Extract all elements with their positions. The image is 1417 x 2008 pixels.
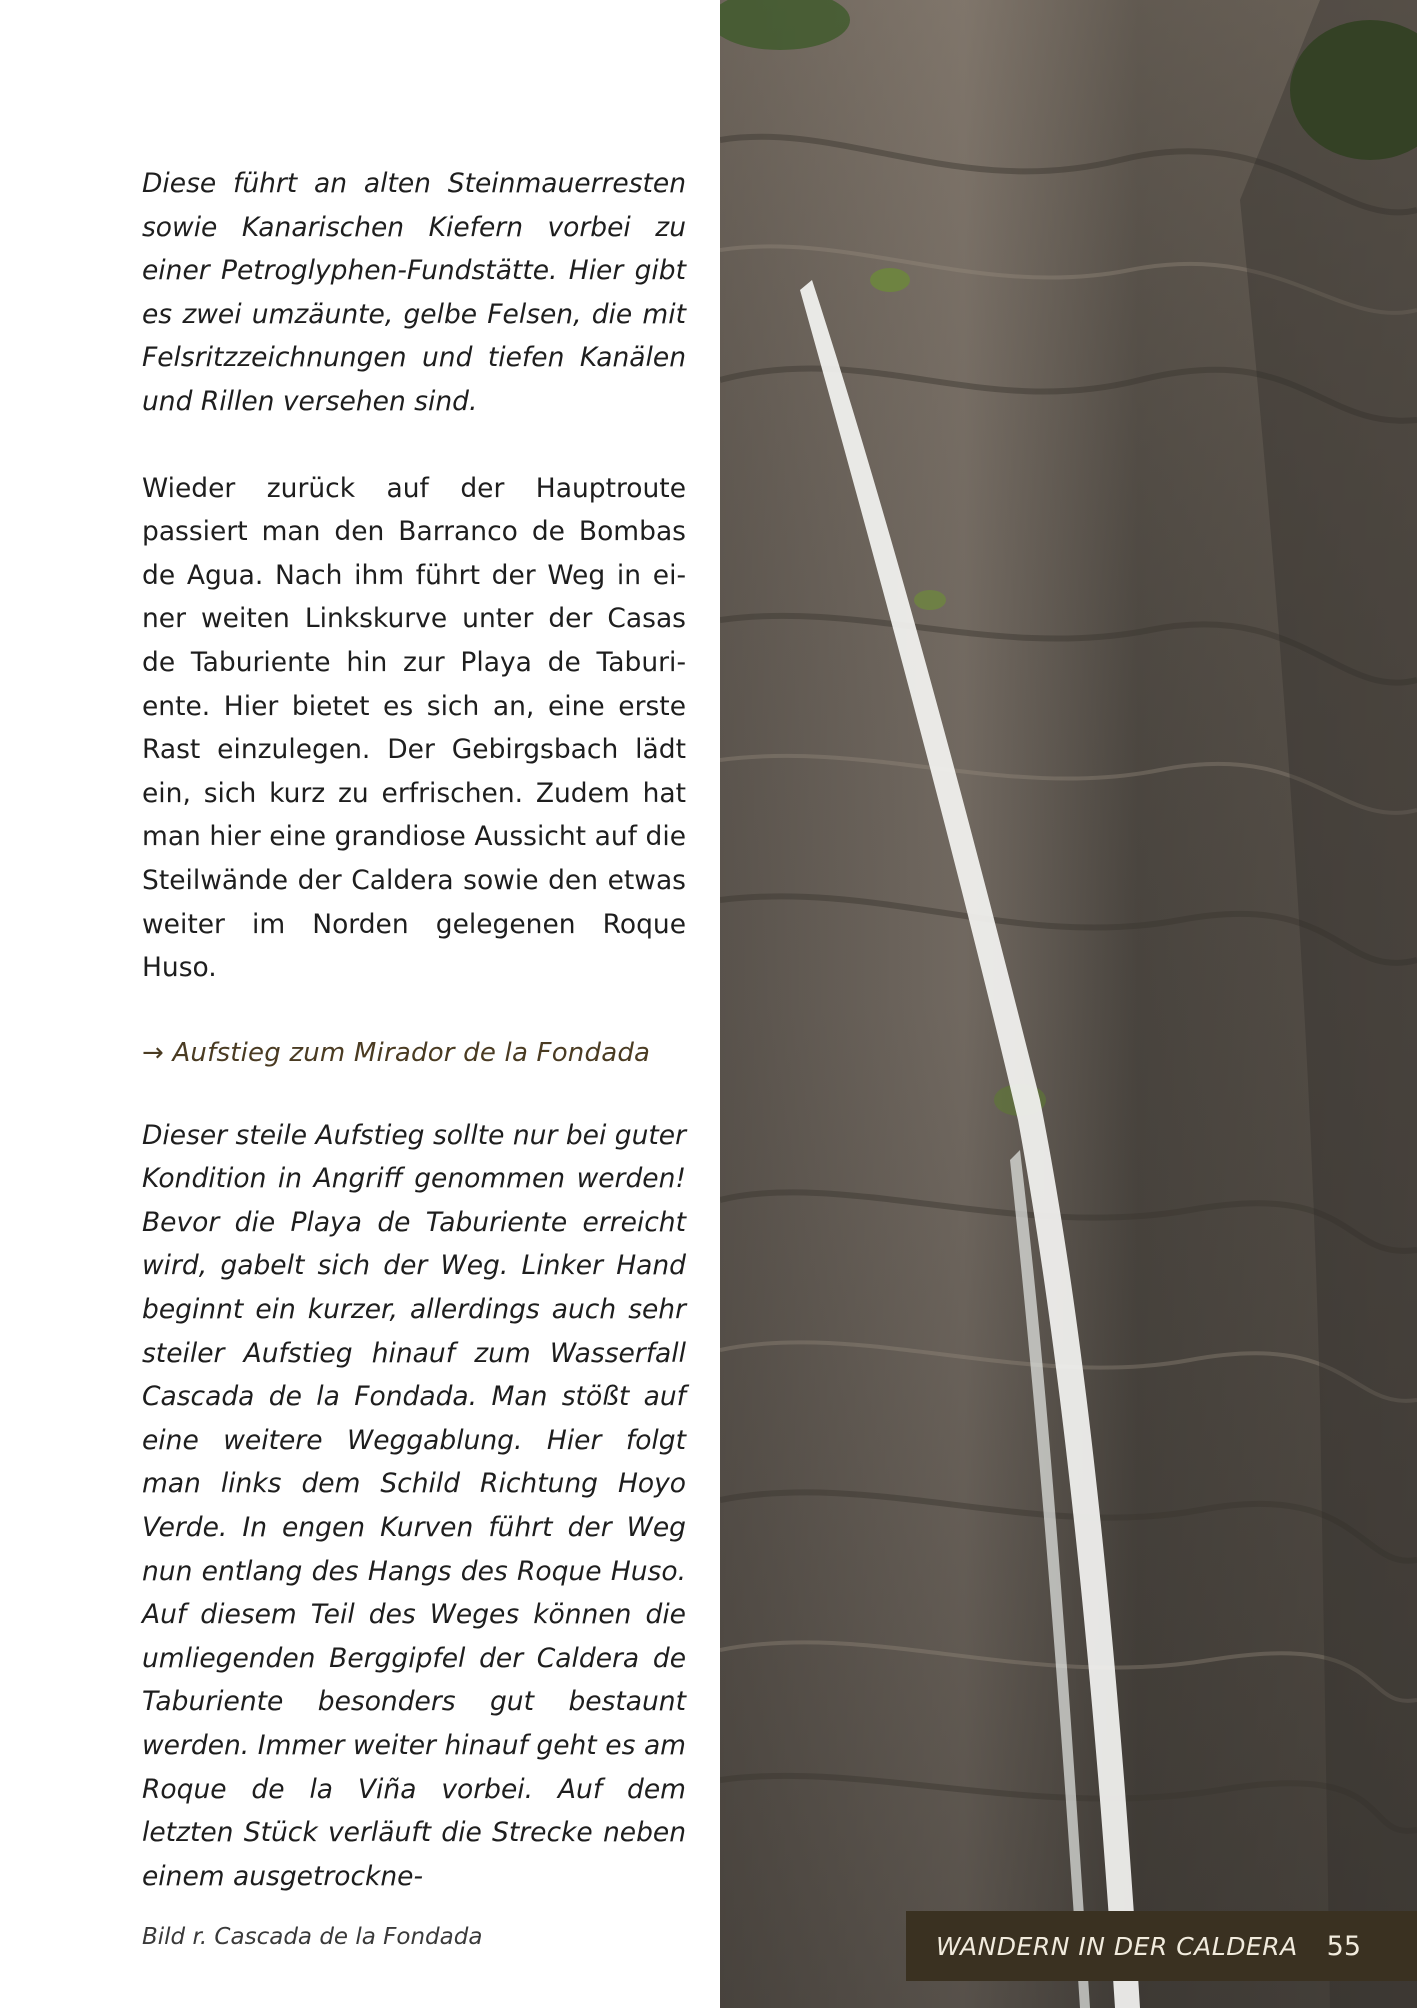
page-number: 55 — [1326, 1930, 1361, 1962]
waterfall-photo — [720, 0, 1417, 2008]
section-heading: → Aufstieg zum Mirador de la Fondada — [142, 1037, 651, 1068]
page-footer-banner — [906, 1911, 1417, 1981]
footer-section-title: WANDERN IN DER CALDERA — [936, 1931, 1298, 1961]
ascent-paragraph: Dieser steile Aufstieg sollte nur bei guter Kondition in Angriff genommen werden! Bevor die Playa de Taburiente erreicht wird, gabelt sich der Weg. Linker Hand beginnt ein kurzer, allerdings auch sehr steiler Aufstieg hinauf zum Wasserfall Cascada de la Fondada. Man stößt auf eine weitere Weggablung. Hier folgt man links dem Schild Richtung Hoyo Verde. In engen Kurven führt der Weg nun entlang des Hangs des Roque Huso. Auf diesem Teil des Weges können die umliegenden Berggipfel der Caldera de Taburiente besonders gut bestaunt werden. Immer weiter hinauf geht es am Roque de la Viña vorbei. Auf dem letzten Stück verläuft die Strecke neben einem ausgetrockne- — [142, 1119, 686, 1892]
article-column — [142, 162, 686, 1898]
photo-caption: Bild r. Cascada de la Fondada — [142, 1924, 483, 1950]
main-paragraph: Wieder zurück auf der Hauptroute passiert man den Barranco de Bombas de Agua. Nach ihm führt der Weg in einer weiten Linkskurve unter der Casas de Taburiente hin zur Playa de Taburiente. Hier bietet es sich an, eine erste Rast einzulegen. Der Gebirgsbach lädt ein, sich kurz zu erfrischen. Zudem hat man hier eine grandiose Aussicht auf die Steilwände der Caldera sowie den etwas weiter im Norden gelegenen Roque Huso. — [142, 472, 686, 984]
intro-paragraph: Diese führt an alten Steinmauerresten sowie Kanarischen Kiefern vorbei zu einer Petroglyphen-Fundstätte. Hier gibt es zwei umzäunte, gelbe Felsen, die mit Felsritzzeichnungen und tiefen Kanälen und Rillen versehen sind. — [142, 168, 686, 417]
waterfall-illustration — [720, 0, 1417, 2008]
